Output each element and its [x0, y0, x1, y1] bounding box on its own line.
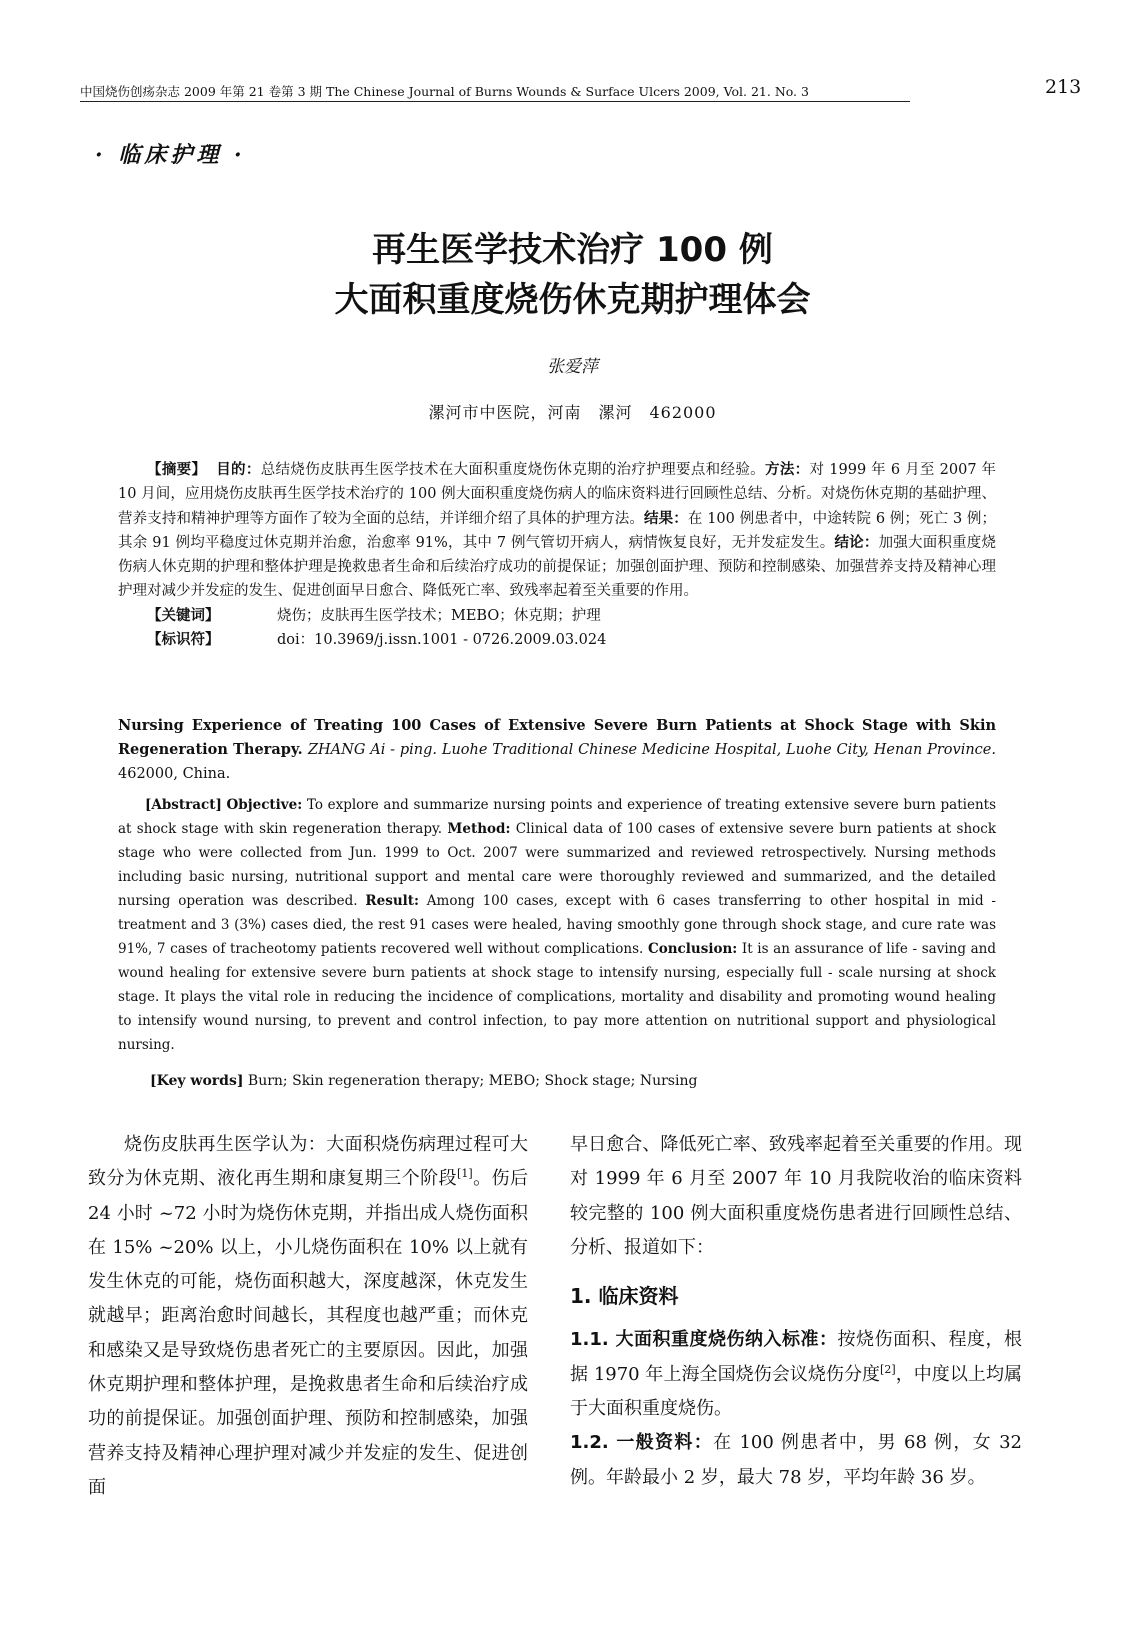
- subsection-1-1-text-a: 按烧伤面积、程度，根据 1970 年上海全国烧伤会议烧伤分度: [570, 1329, 1022, 1385]
- english-byline: ZHANG Ai - ping. Luohe Traditional Chinese Medicine Hospital, Luohe City, Henan Province.: [307, 742, 996, 758]
- en-abstract-tag: [Abstract]: [145, 797, 222, 813]
- paper-title-line-1: 再生医学技术治疗 100 例: [372, 230, 773, 270]
- cn-doi-row: [118, 628, 996, 652]
- cn-result: 在 100 例患者中，中途转院 6 例；死亡 3 例；其余 91 例均平稳度过休克期并治愈，治愈率 91%，其中 7 例气管切开病人，病情恢复良好，无并发症发生。: [118, 510, 997, 551]
- cn-objective-label: 目的：: [216, 461, 261, 478]
- body-left-column: [88, 1128, 528, 1505]
- english-keywords-row: [150, 1073, 697, 1089]
- cn-conclusion-label: 结论：: [834, 533, 879, 551]
- cn-keywords: 烧伤；皮肤再生医学技术；MEBO；休克期；护理: [277, 607, 601, 624]
- journal-running-title: 中国烧伤创疡杂志 2009 年第 21 卷第 3 期 The Chinese Journal of Burns Wounds & Surface Ulcers 2009, Vol. 21. No. 3: [80, 84, 809, 99]
- english-abstract: [118, 793, 996, 1057]
- page-number: 213: [1045, 76, 1082, 98]
- body-right-column: [570, 1128, 1022, 1495]
- subsection-1-1-label: 1.1. 大面积重度烧伤纳入标准：: [570, 1329, 838, 1351]
- subsection-1-2: [570, 1426, 1022, 1495]
- citation-2: [2]: [880, 1362, 896, 1376]
- en-abstract-paragraph: [118, 793, 996, 1057]
- cn-abstract-tag: 【摘要】: [147, 461, 207, 478]
- intro-text-b: 。伤后 24 小时 ~72 小时为烧伤休克期，并指出成人烧伤面积在 15% ~20% 以上，小儿烧伤面积在 10% 以上就有发生休克的可能，烧伤面积越大，深度越深，休克发生就越早；距离治愈时间越长，其程度也越严重；而休克和感染又是导致烧伤患者死亡的主要原因。因此，加强休克期护理和整体护理，是挽救患者生命和后续治疗成功的前提保证。加强创面护理、预防和控制感染，加强营养支持及精神心理护理对减少并发症的发生、促进创面: [88, 1168, 528, 1498]
- cn-conclusion: 加强大面积重度烧伤病人休克期的护理和整体护理是挽救患者生命和后续治疗成功的前提保证；加强创面护理、预防和控制感染、加强营养支持及精神心理护理对减少并发症的发生、促进创面早日愈合、降低死亡率、致残率起着至关重要的作用。: [118, 534, 997, 600]
- author: 张爱萍: [547, 357, 598, 377]
- cn-method-label: 方法：: [765, 461, 810, 478]
- en-keywords-tag: [Key words]: [150, 1073, 244, 1089]
- english-title: Nursing Experience of Treating 100 Cases of Extensive Severe Burn Patients at Shock Stage with Skin Regeneration Therapy.: [118, 717, 996, 758]
- en-result-label: Result:: [365, 893, 419, 909]
- cn-abstract-paragraph: [118, 458, 996, 604]
- doi: doi：10.3969/j.issn.1001 - 0726.2009.03.024: [277, 632, 607, 649]
- subsection-1-1: [570, 1323, 1022, 1426]
- paper-title-line-2: 大面积重度烧伤休克期护理体会: [334, 280, 811, 320]
- en-conclusion: It is an assurance of life - saving and wound healing for extensive severe burn patients at shock stage to intensify nursing, especially full - scale nursing at shock stage. It plays the vital role in reducing the incidence of complications, mortality and disability and promoting wound healing to intensify wound nursing, to prevent and control infection, to pay more attention on nutritional support and physiological nursing.: [118, 941, 997, 1053]
- cn-method: 对 1999 年 6 月至 2007 年 10 月间，应用烧伤皮肤再生医学技术治疗的 100 例大面积重度烧伤病人的临床资料进行回顾性总结、分析。对烧伤休克期的基础护理、营养支持和精神护理等方面作了较为全面的总结，并详细介绍了具体的护理方法。: [118, 462, 997, 527]
- affiliation: 漯河市中医院，河南 漯河 462000: [428, 403, 717, 422]
- subsection-1-2-text: 在 100 例患者中，男 68 例，女 32 例。年龄最小 2 岁，最大 78 岁，平均年龄 36 岁。: [570, 1432, 1022, 1488]
- intro-paragraph: [88, 1128, 528, 1505]
- citation-1: [1]: [457, 1167, 473, 1181]
- intro-continuation: 早日愈合、降低死亡率、致残率起着至关重要的作用。现对 1999 年 6 月至 2007 年 10 月我院收治的临床资料较完整的 100 例大面积重度烧伤患者进行回顾性总结、分析、报道如下：: [570, 1134, 1022, 1258]
- cn-doi-tag: 【标识符】: [147, 631, 220, 649]
- cn-keywords-tag: 【关键词】: [147, 606, 220, 624]
- cn-keywords-row: [118, 604, 996, 628]
- subsection-1-2-label: 1.2. 一般资料：: [570, 1432, 714, 1454]
- subsection-1-1-text-b: ，中度以上均属于大面积重度烧伤。: [570, 1363, 1022, 1420]
- en-keywords: Burn; Skin regeneration therapy; MEBO; Shock stage; Nursing: [247, 1073, 698, 1089]
- section-label: · 临床护理 ·: [95, 142, 246, 168]
- chinese-abstract: [118, 458, 996, 652]
- en-method-label: Method:: [447, 821, 511, 837]
- en-method: Clinical data of 100 cases of extensive severe burn patients at shock stage who were collected from Jun. 1999 to Oct. 2007 were summarized and reviewed retrospectively. Nursing methods including basic nursing, nutritional support and mental care were thoroughly reviewed and summarized, and the detailed nursing operation was described.: [118, 821, 997, 909]
- intro-text-a: 烧伤皮肤再生医学认为：大面积烧伤病理过程可大致分为休克期、液化再生期和康复期三个阶段: [88, 1134, 528, 1190]
- section-heading-1: 1. 临床资料: [570, 1284, 679, 1309]
- english-title-block: [118, 714, 996, 786]
- header-rule: [80, 101, 910, 102]
- en-conclusion-label: Conclusion:: [647, 941, 738, 957]
- en-result: Among 100 cases, except with 6 cases transferring to other hospital in mid - treatment and 3 (3%) cases died, the rest 91 cases were healed, having smoothly gone through shock stage, and cure rate was 91%, 7 cases of tracheotomy patients recovered well without complications.: [118, 893, 996, 957]
- cn-result-label: 结果：: [644, 509, 688, 527]
- en-objective: To explore and summarize nursing points and experience of treating extensive severe burn patients at shock stage with skin regeneration therapy.: [118, 797, 997, 837]
- english-postcode: 462000, China.: [118, 766, 231, 782]
- cn-objective: 总结烧伤皮肤再生医学技术在大面积重度烧伤休克期的治疗护理要点和经验。: [260, 462, 766, 478]
- en-objective-label: Objective:: [226, 797, 303, 813]
